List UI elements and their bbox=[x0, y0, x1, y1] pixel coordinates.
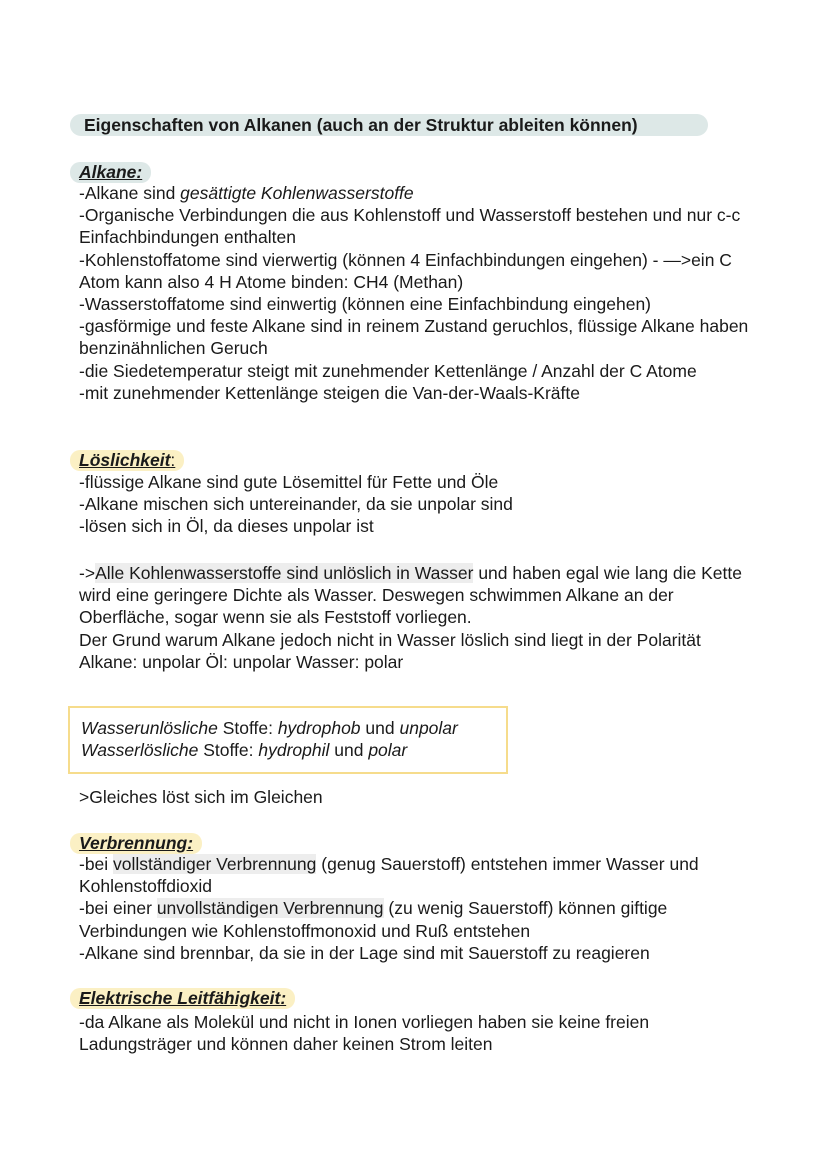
text-line: -gasförmige und feste Alkane sind in reinem Zustand geruchlos, flüssige Alkane haben benzinähnlichen Geruch bbox=[79, 316, 749, 359]
section-loeslichkeit-body bbox=[79, 471, 759, 538]
text-paragraph: ->Alle Kohlenwasserstoffe sind unlöslich in Wasser und haben egal wie lang die Kette wird eine geringere Dichte als Wasser. Deswegen schwimmen Alkane an der Oberfläche, sogar wenn sie als Feststoff vorliegen. bbox=[79, 563, 742, 628]
page-title: Eigenschaften von Alkanen (auch an der Struktur ableiten können) bbox=[70, 114, 708, 136]
text-paragraph: Der Grund warum Alkane jedoch nicht in Wasser löslich sind liegt in der Polarität bbox=[79, 629, 701, 650]
section-heading-verbrennung: Verbrennung: bbox=[70, 833, 202, 854]
text-line: -bei vollständiger Verbrennung (genug Sauerstoff) entstehen immer Wasser und Kohlenstoffdioxid bbox=[79, 854, 699, 897]
section-heading-loeslichkeit: Löslichkeit: bbox=[70, 450, 184, 471]
text-line: -Organische Verbindungen die aus Kohlenstoff und Wasserstoff bestehen und nur c-c Einfachbindungen enthalten bbox=[79, 205, 741, 248]
section-alkane-body bbox=[79, 182, 759, 404]
text-paragraph: Alkane: unpolar Öl: unpolar Wasser: polar bbox=[79, 651, 404, 672]
text-line: -da Alkane als Molekül und nicht in Ionen vorliegen haben sie keine freien Ladungsträger und können daher keinen Strom leiten bbox=[79, 1012, 650, 1055]
section-loeslichkeit-paragraph bbox=[79, 562, 759, 673]
section-leitfaehigkeit-body bbox=[79, 1011, 759, 1055]
text-line: -lösen sich in Öl, da dieses unpolar ist bbox=[79, 516, 374, 537]
summary-row: Wasserunlösliche Stoffe: hydrophob und unpolar bbox=[81, 718, 458, 738]
section-heading-leitfaehigkeit: Elektrische Leitfähigkeit: bbox=[70, 988, 295, 1009]
text-line: -flüssige Alkane sind gute Lösemittel für Fette und Öle bbox=[79, 472, 499, 492]
gleiches-line: >Gleiches löst sich im Gleichen bbox=[79, 787, 323, 807]
section-verbrennung-body bbox=[79, 853, 759, 964]
text-line: -Alkane sind brennbar, da sie in der Lage sind mit Sauerstoff zu reagieren bbox=[79, 942, 650, 963]
summary-box bbox=[68, 706, 508, 774]
section-heading-alkane: Alkane: bbox=[70, 162, 151, 183]
text-line: -Kohlenstoffatome sind vierwertig (können 4 Einfachbindungen eingehen) - —>ein C Atom kann also 4 H Atome binden: CH4 (Methan) bbox=[79, 249, 732, 292]
text-line: -die Siedetemperatur steigt mit zunehmender Kettenlänge / Anzahl der C Atome bbox=[79, 360, 697, 381]
text-line: -Alkane sind gesättigte Kohlenwasserstoffe bbox=[79, 183, 414, 203]
text-line: -bei einer unvollständigen Verbrennung (zu wenig Sauerstoff) können giftige Verbindungen wie Kohlenstoffmonoxid und Ruß entstehen bbox=[79, 898, 668, 941]
summary-row: Wasserlösliche Stoffe: hydrophil und polar bbox=[81, 740, 408, 761]
text-line: -Alkane mischen sich untereinander, da sie unpolar sind bbox=[79, 494, 513, 515]
text-line: -mit zunehmender Kettenlänge steigen die Van-der-Waals-Kräfte bbox=[79, 382, 580, 403]
text-line: -Wasserstoffatome sind einwertig (können eine Einfachbindung eingehen) bbox=[79, 294, 652, 315]
